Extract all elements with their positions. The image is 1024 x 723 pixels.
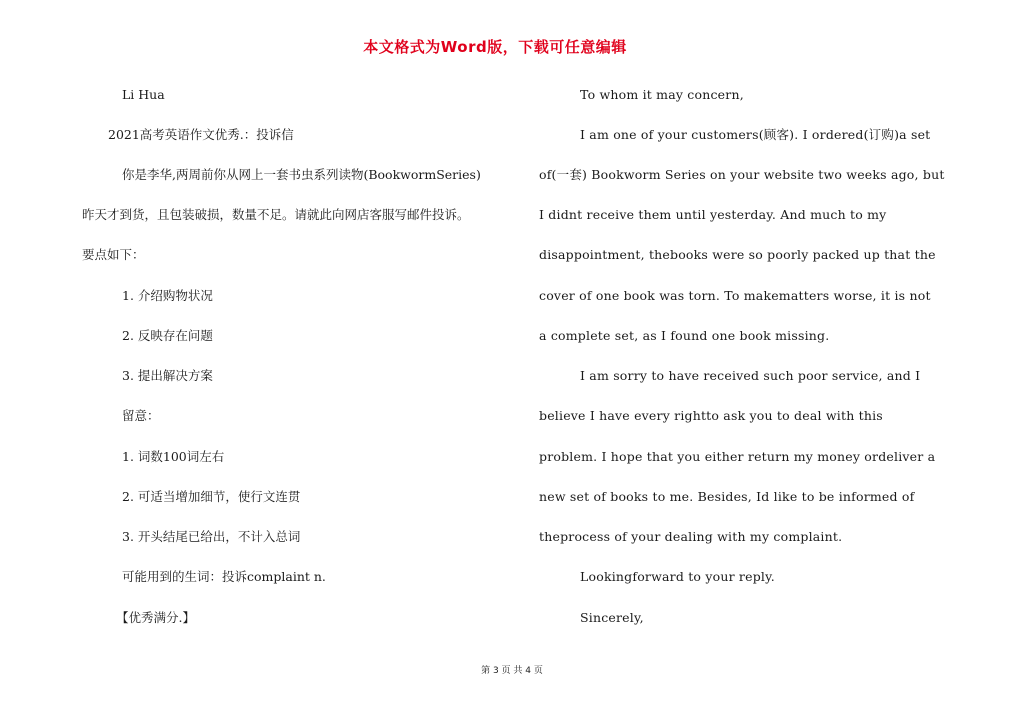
prompt-line-1: 你是李华,两周前你从网上一套书虫系列读物(BookwormSeries) <box>122 167 481 182</box>
document-title: 2021高考英语作文优秀.：投诉信 <box>108 127 294 142</box>
notes-heading: 留意： <box>122 408 160 423</box>
prompt-line-2: 昨天才到货，且包装破损，数量不足。请就此向网店客服写邮件投诉。 <box>82 207 470 222</box>
letter-line-8: believe I have every rightto ask you to deal with this <box>539 408 883 423</box>
key-point-2: 2. 反映存在问题 <box>122 328 213 343</box>
letter-line-9: problem. I hope that you either return my money ordeliver a <box>539 449 936 464</box>
letter-line-7: I am sorry to have received such poor service, and I <box>580 368 921 383</box>
key-point-3: 3. 提出解决方案 <box>122 368 213 383</box>
letter-line-2: of(一套) Bookworm Series on your website two weeks ago, but <box>539 167 945 182</box>
letter-line-10: new set of books to me. Besides, Id like to be informed of <box>539 489 915 504</box>
vocabulary-line: 可能用到的生词：投诉complaint n. <box>122 569 326 584</box>
letter-line-1: I am one of your customers(顾客). I ordered(订购)a set <box>580 127 931 142</box>
letter-line-3: I didnt receive them until yesterday. And much to my <box>539 207 887 222</box>
letter-line-4: disappointment, thebooks were so poorly packed up that the <box>539 247 936 262</box>
author-name: Li Hua <box>122 87 165 102</box>
note-1: 1. 词数100词左右 <box>122 449 225 464</box>
sample-heading: 【优秀满分.】 <box>116 610 195 625</box>
letter-line-11: theprocess of your dealing with my complaint. <box>539 529 843 544</box>
key-point-1: 1. 介绍购物状况 <box>122 288 213 303</box>
letter-line-6: a complete set, as I found one book missing. <box>539 328 830 343</box>
letter-line-5: cover of one book was torn. To makematters worse, it is not <box>539 288 931 303</box>
key-points-heading: 要点如下： <box>82 247 145 262</box>
note-2: 2. 可适当增加细节，使行文连贯 <box>122 489 301 504</box>
page-number: 第 3 页 共 4 页 <box>481 666 543 676</box>
download-banner: 本文格式为Word版，下载可任意编辑 <box>363 38 627 56</box>
letter-signoff: Sincerely, <box>580 610 644 625</box>
letter-salutation: To whom it may concern, <box>580 87 744 102</box>
letter-closing-line: Lookingforward to your reply. <box>580 569 775 584</box>
note-3: 3. 开头结尾已给出，不计入总词 <box>122 529 301 544</box>
